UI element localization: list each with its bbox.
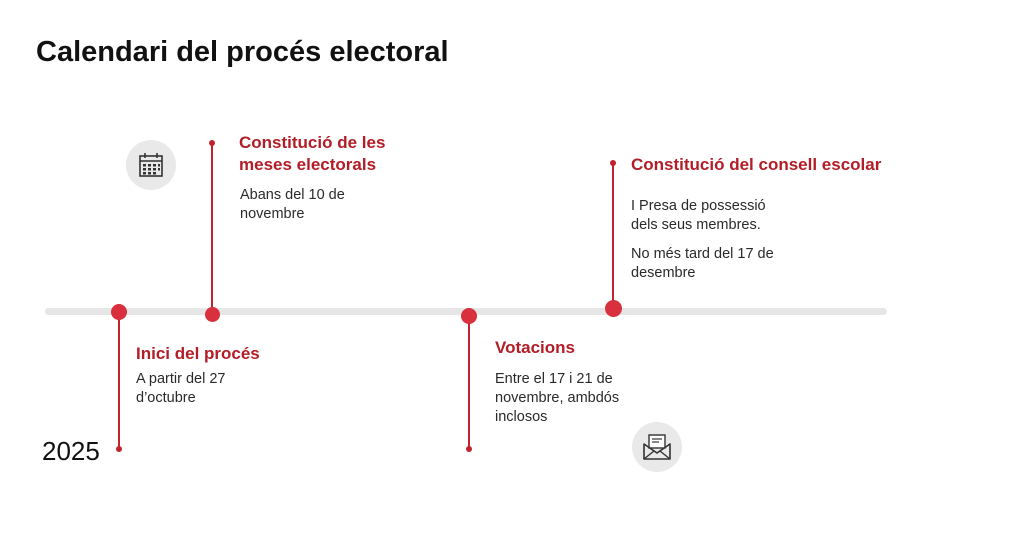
event-4-description-line-2: dels seus membres. [631, 217, 761, 233]
event-4-connector [612, 165, 614, 303]
event-1-connector [118, 318, 120, 450]
event-2-title-line-2: meses electorals [239, 155, 377, 174]
event-4-description [631, 197, 766, 235]
page-title: Calendari del procés electoral [36, 36, 449, 68]
event-4-date-line-1: No més tard del 17 de [631, 246, 774, 262]
event-1-title: Inici del procés [136, 344, 260, 363]
event-2-title-line-1: Constitució de les [239, 133, 386, 152]
event-1-date [136, 370, 225, 408]
event-3-date-line-3: inclosos [495, 409, 548, 425]
event-3-date [495, 370, 619, 427]
event-2-marker [205, 307, 220, 322]
event-4-marker [605, 300, 622, 317]
event-4-date [631, 245, 774, 283]
envelope-letter-icon [632, 422, 682, 472]
event-1-date-line-1: A partir del 27 [136, 371, 226, 387]
event-3-marker [461, 308, 477, 324]
event-4-title: Constitució del consell escolar [631, 155, 882, 174]
event-2-connector [211, 145, 213, 313]
event-4-connector-end [610, 160, 616, 166]
year-label: 2025 [42, 436, 100, 466]
event-3-connector [468, 318, 470, 450]
event-2-title [239, 132, 385, 176]
event-3-connector-end [466, 446, 472, 452]
event-1-connector-end [116, 446, 122, 452]
event-2-date-line-1: Abans del 10 de [240, 187, 345, 203]
event-2-connector-end [209, 140, 215, 146]
event-2-date-line-2: novembre [240, 206, 305, 222]
event-2-date [240, 186, 345, 224]
event-3-date-line-2: novembre, ambdós [495, 390, 620, 406]
event-4-description-line-1: I Presa de possessió [631, 198, 766, 214]
calendar-icon [126, 140, 176, 190]
event-1-date-line-2: d’octubre [136, 390, 196, 406]
event-3-date-line-1: Entre el 17 i 21 de [495, 371, 613, 387]
event-4-date-line-2: desembre [631, 265, 696, 281]
event-3-title: Votacions [495, 338, 575, 357]
event-1-marker [111, 304, 127, 320]
